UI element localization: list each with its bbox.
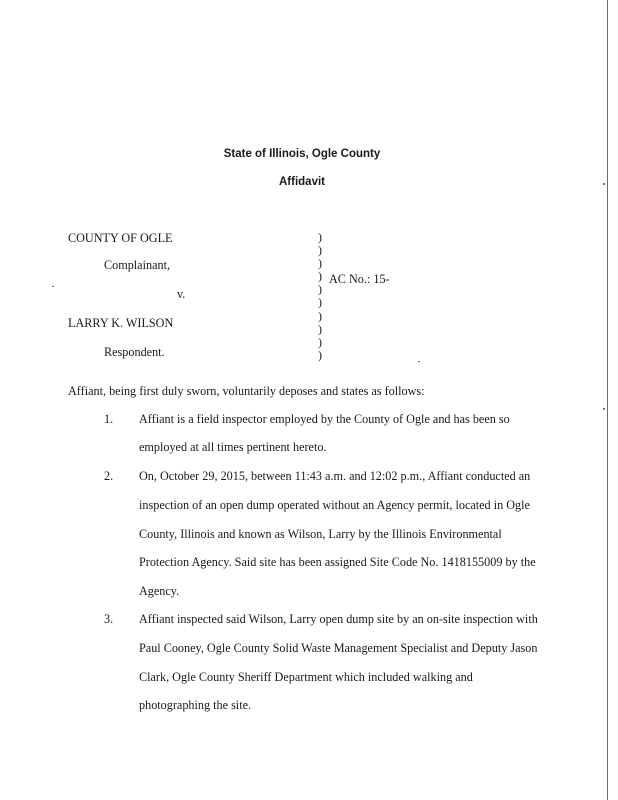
caption-paren: ): [318, 230, 322, 244]
paragraph-line: Clark, Ogle County Sheriff Department which included walking and: [139, 670, 473, 684]
scan-speck: [418, 361, 420, 362]
paragraph-line: Agency.: [139, 584, 180, 598]
respondent-name: LARRY K. WILSON: [68, 316, 174, 330]
caption-paren: ): [318, 282, 322, 297]
affidavit-intro: Affiant, being first duly sworn, voluntarily deposes and states as follows:: [68, 384, 425, 398]
paragraph-line: Affiant is a field inspector employed by the County of Ogle and has been so: [139, 412, 510, 426]
plaintiff-name: COUNTY OF OGLE: [68, 231, 173, 245]
caption-paren: ): [318, 243, 322, 258]
paragraph-line: Paul Cooney, Ogle County Solid Waste Management Specialist and Deputy Jason: [139, 641, 538, 655]
caption-paren: ): [318, 295, 322, 310]
paragraph-line: County, Illinois and known as Wilson, Larry by the Illinois Environmental: [139, 527, 502, 541]
paragraph-line: inspection of an open dump operated without an Agency permit, located in Ogle: [139, 498, 530, 512]
case-number: AC No.: 15-: [329, 272, 390, 286]
paragraph-line: employed at all times pertinent hereto.: [139, 440, 327, 454]
scan-speck: [603, 408, 605, 410]
caption-paren: ): [318, 269, 322, 284]
paragraph-line: photographing the site.: [139, 698, 252, 712]
paragraph-number: 1.: [104, 412, 114, 426]
versus-label: v.: [177, 287, 186, 301]
caption-parentheses: [318, 231, 322, 362]
respondent-role: Respondent.: [104, 345, 165, 359]
document-heading: State of Illinois, Ogle County: [223, 148, 381, 160]
caption-paren: ): [318, 347, 322, 362]
plaintiff-role: Complainant,: [104, 258, 171, 272]
scan-speck: [52, 286, 54, 287]
paragraph-number: 3.: [104, 612, 114, 626]
paragraph-line: Affiant inspected said Wilson, Larry open dump site by an on-site inspection with: [139, 612, 538, 626]
scan-edge-line: [607, 0, 608, 800]
paragraph-line: Protection Agency. Said site has been assigned Site Code No. 1418155009 by the: [139, 555, 536, 569]
document-type-title: Affidavit: [279, 176, 325, 188]
paragraph-number: 2.: [104, 469, 114, 483]
caption-paren: ): [318, 256, 322, 271]
caption-paren: ): [318, 334, 322, 349]
paragraph-line: On, October 29, 2015, between 11:43 a.m. and 12:02 p.m., Affiant conducted an: [139, 469, 531, 483]
caption-paren: ): [318, 321, 322, 336]
caption-paren: ): [318, 308, 322, 323]
